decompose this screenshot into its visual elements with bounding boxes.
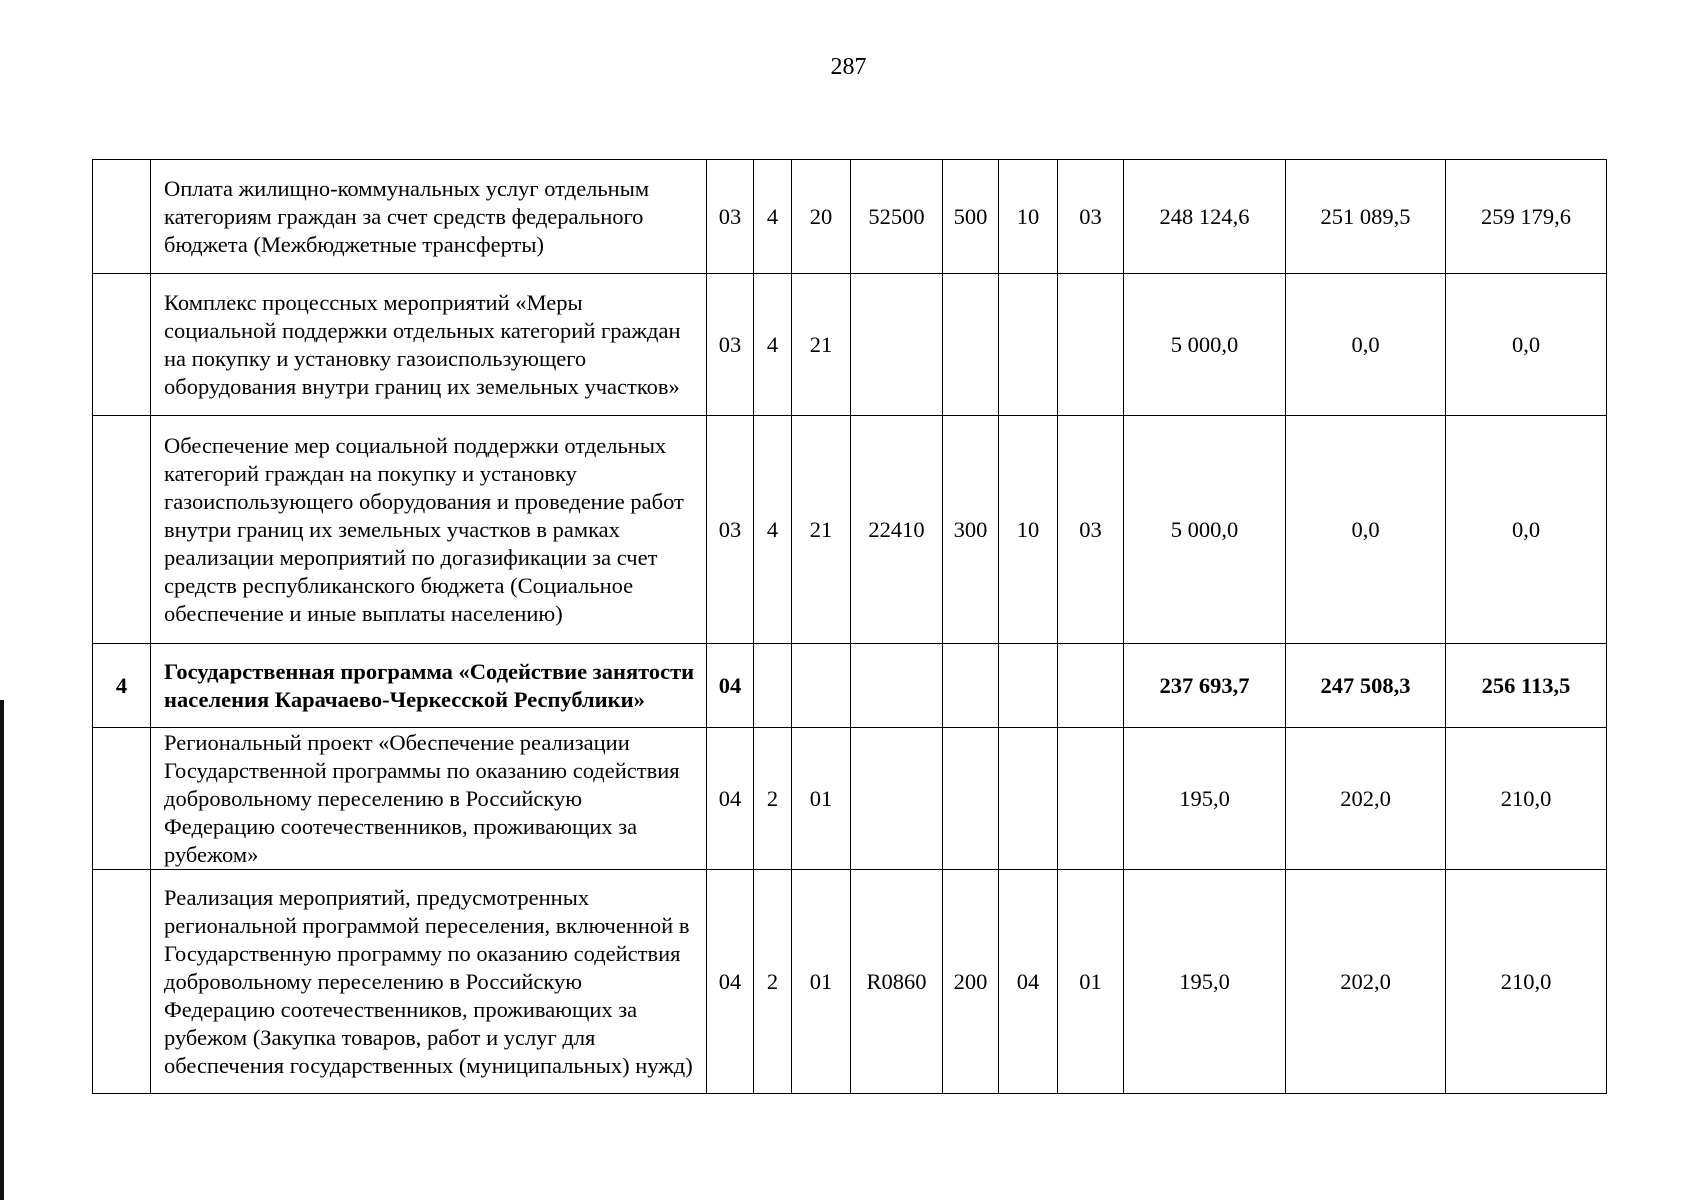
table-row [93,274,1607,416]
row-description: Региональный проект «Обеспечение реализации Государственной программы по оказанию содействия добровольному переселению в Российскую Федерацию соотечественников, проживающих за рубежом» [151,728,707,870]
amount-year-3: 210,0 [1446,728,1607,870]
row-number [93,160,151,274]
section-code [999,644,1058,728]
row-description: Комплекс процессных мероприятий «Меры социальной поддержки отдельных категорий граждан на покупку и установку газоиспользующего оборудования внутри границ их земельных участков» [151,274,707,416]
table-row [93,160,1607,274]
subprogram-code: 4 [754,416,792,644]
amount-year-1: 195,0 [1124,728,1286,870]
row-description: Обеспечение мер социальной поддержки отдельных категорий граждан на покупку и установку газоиспользующего оборудования и проведение работ внутри границ их земельных участков в рамках реализации мероприятий по догазификации за счет средств республиканского бюджета (Социальное обеспечение и иные выплаты населению) [151,416,707,644]
subsection-code: 01 [1058,870,1124,1094]
direction-code: R0860 [851,870,943,1094]
direction-code [851,274,943,416]
amount-year-3: 256 113,5 [1446,644,1607,728]
row-description: Реализация мероприятий, предусмотренных региональной программой переселения, включенной в Государственную программу по оказанию содействия добровольному переселению в Российскую Федерацию соотечественников, проживающих за рубежом (Закупка товаров, работ и услуг для обеспечения государственных (муниципальных) нужд) [151,870,707,1094]
direction-code [851,728,943,870]
direction-code: 52500 [851,160,943,274]
table-row [93,416,1607,644]
row-number: 4 [93,644,151,728]
expense-type-code: 500 [943,160,999,274]
amount-year-1: 248 124,6 [1124,160,1286,274]
structural-code: 01 [792,728,851,870]
budget-table [92,159,1607,1094]
direction-code [851,644,943,728]
row-description: Государственная программа «Содействие занятости населения Карачаево-Черкесской Республики» [151,644,707,728]
row-number [93,728,151,870]
page-number: 287 [830,54,867,80]
structural-code: 21 [792,274,851,416]
table-row [93,728,1607,870]
subsection-code [1058,274,1124,416]
amount-year-3: 0,0 [1446,416,1607,644]
table-row [93,870,1607,1094]
table-body [93,160,1607,1094]
structural-code [792,644,851,728]
amount-year-1: 5 000,0 [1124,274,1286,416]
subprogram-code [754,644,792,728]
section-code: 10 [999,416,1058,644]
row-number [93,416,151,644]
section-code: 10 [999,160,1058,274]
expense-type-code [943,644,999,728]
subprogram-code: 2 [754,728,792,870]
subprogram-code: 2 [754,870,792,1094]
scan-edge [0,700,4,1200]
program-code: 04 [707,644,754,728]
amount-year-2: 251 089,5 [1286,160,1446,274]
section-code [999,728,1058,870]
program-code: 03 [707,274,754,416]
subsection-code [1058,644,1124,728]
row-number [93,274,151,416]
subprogram-code: 4 [754,274,792,416]
amount-year-2: 0,0 [1286,274,1446,416]
amount-year-3: 210,0 [1446,870,1607,1094]
row-number [93,870,151,1094]
section-code [999,274,1058,416]
program-code: 03 [707,416,754,644]
amount-year-1: 5 000,0 [1124,416,1286,644]
subprogram-code: 4 [754,160,792,274]
expense-type-code: 300 [943,416,999,644]
program-code: 04 [707,870,754,1094]
amount-year-1: 195,0 [1124,870,1286,1094]
program-code: 03 [707,160,754,274]
amount-year-2: 0,0 [1286,416,1446,644]
subsection-code: 03 [1058,416,1124,644]
amount-year-3: 0,0 [1446,274,1607,416]
expense-type-code [943,728,999,870]
program-code: 04 [707,728,754,870]
subsection-code [1058,728,1124,870]
amount-year-2: 247 508,3 [1286,644,1446,728]
amount-year-1: 237 693,7 [1124,644,1286,728]
structural-code: 01 [792,870,851,1094]
subsection-code: 03 [1058,160,1124,274]
expense-type-code [943,274,999,416]
direction-code: 22410 [851,416,943,644]
section-code: 04 [999,870,1058,1094]
structural-code: 20 [792,160,851,274]
amount-year-3: 259 179,6 [1446,160,1607,274]
row-description: Оплата жилищно-коммунальных услуг отдельным категориям граждан за счет средств федерального бюджета (Межбюджетные трансферты) [151,160,707,274]
amount-year-2: 202,0 [1286,870,1446,1094]
table-row [93,644,1607,728]
expense-type-code: 200 [943,870,999,1094]
structural-code: 21 [792,416,851,644]
amount-year-2: 202,0 [1286,728,1446,870]
